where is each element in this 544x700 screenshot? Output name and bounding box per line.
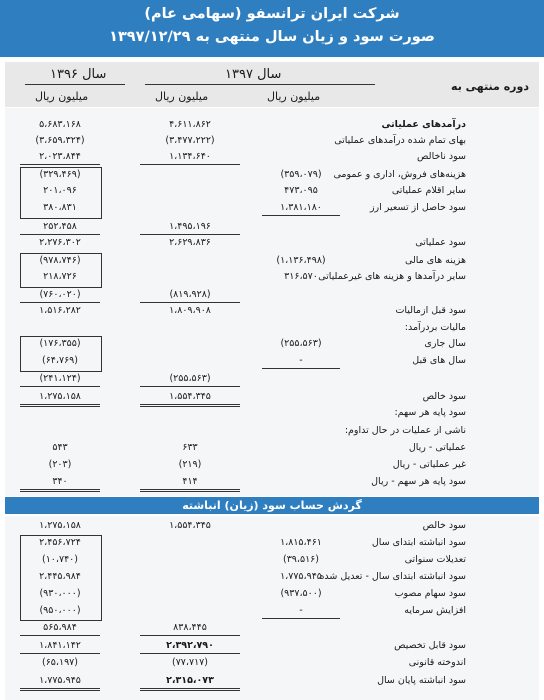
value-c1: (۲۰۳) — [48, 459, 72, 470]
row-description: ناشی از عملیات در حال تداوم: — [344, 425, 466, 436]
row-description: سود انباشته ابتدای سال - تعدیل شده — [319, 571, 466, 582]
income-row — [0, 372, 544, 386]
value-c2: ۱،۵۵۴،۳۴۵ — [140, 390, 240, 407]
value-c2: (۲۵۵،۵۶۳) — [140, 372, 240, 387]
row-description: سود پایه هر سهم - ریال — [371, 476, 466, 487]
value-c1: ۲۵۲،۴۵۸ — [20, 220, 100, 235]
value-c3: (۲۵۵،۵۶۳) — [280, 338, 322, 349]
row-description: مالیات بردرآمد: — [404, 322, 466, 333]
income-row — [0, 390, 544, 404]
row-description: سود پایه هر سهم: — [394, 407, 466, 418]
income-row — [0, 288, 544, 302]
value-c1: ۵۶۵،۹۸۴ — [20, 621, 100, 636]
unit-label-c2: میلیون ریال — [155, 90, 209, 103]
retained-row — [0, 639, 544, 653]
row-description: سود عملیاتی — [415, 237, 466, 248]
year-1396-label: سال ۱۳۹۶ — [50, 67, 107, 82]
value-c1: ۲،۰۲۳،۸۴۴ — [20, 150, 100, 165]
statement-title: صورت سود و زیان سال منتهی به ۱۳۹۷/۱۲/۲۹ — [109, 29, 435, 45]
group-box — [20, 253, 102, 288]
income-row — [0, 441, 544, 455]
company-name: شرکت ایران ترانسفو (سهامی عام) — [144, 6, 400, 22]
row-description: سود خالص — [422, 520, 466, 531]
value-c2: ۴،۶۱۱،۸۶۲ — [169, 119, 211, 130]
income-row — [0, 321, 544, 335]
income-row — [0, 134, 544, 148]
row-description: سود انباشته پایان سال — [377, 675, 466, 686]
row-description: سود خالص — [422, 391, 466, 402]
value-c1: ۲،۴۴۵،۹۸۴ — [39, 571, 81, 582]
column-header — [5, 62, 539, 107]
income-row — [0, 220, 544, 234]
value-c1: (۹۵۰،۰۰۰) — [39, 605, 81, 616]
value-c3: ۳۱۶،۵۷۰ — [284, 271, 318, 282]
value-c2: ۸۳۸،۴۴۵ — [140, 621, 240, 636]
retained-row — [0, 656, 544, 670]
value-c2: ۱،۵۵۴،۳۴۵ — [169, 520, 211, 531]
value-c2: ۱،۴۹۵،۱۹۶ — [140, 220, 240, 235]
value-c2: (۸۱۹،۹۲۸) — [140, 288, 240, 303]
retained-row — [0, 621, 544, 635]
value-c2: ۲،۶۲۹،۸۳۶ — [169, 237, 211, 248]
value-c2: ۴۱۴ — [140, 475, 240, 492]
value-c2: ۲،۳۹۲،۷۹۰ — [140, 639, 240, 654]
retained-row — [0, 519, 544, 533]
value-c3: ۱،۸۱۵،۴۶۱ — [280, 537, 322, 548]
year-1397-label: سال ۱۳۹۷ — [225, 67, 282, 82]
row-description: هزینه های مالی — [404, 255, 466, 266]
value-c2: ۱،۱۳۴،۶۴۰ — [140, 150, 240, 165]
value-c1: ۲۰۱،۰۹۶ — [43, 185, 77, 196]
value-c1: (۷۶۰،۰۲۰) — [20, 288, 100, 303]
value-c3: - — [262, 354, 340, 369]
value-c3: (۳۹،۵۱۶) — [283, 554, 319, 565]
value-c1: ۲۱۸،۷۲۶ — [43, 271, 77, 282]
value-c2: (۲۱۹) — [178, 459, 202, 470]
income-row — [0, 236, 544, 250]
value-c1: ۳۸۰،۸۳۱ — [43, 202, 77, 213]
value-c1: (۹۷۸،۷۴۶) — [39, 255, 81, 266]
row-description: سود قبل ازمالیات — [395, 305, 466, 316]
value-c2: ۶۳۳ — [182, 442, 198, 453]
income-row — [0, 150, 544, 164]
report-header — [0, 0, 544, 57]
unit-label-c3: میلیون ریال — [267, 90, 321, 103]
row-description: سود حاصل از تسعیر ارز — [369, 202, 466, 213]
row-description: سود ناخالص — [417, 151, 466, 162]
row-description: سال جاری — [424, 338, 466, 349]
value-c1: ۱،۲۷۵،۱۵۸ — [39, 520, 81, 531]
row-description: سایر اقلام عملیاتی — [391, 185, 466, 196]
value-c1: (۶۴،۷۶۹) — [42, 355, 78, 366]
value-c3: (۳۵۹،۰۷۹) — [280, 169, 322, 180]
income-row — [0, 118, 544, 132]
value-c1: ۱،۷۷۵،۹۴۵ — [20, 674, 100, 691]
year-1396-rule — [25, 84, 125, 85]
income-row — [0, 304, 544, 318]
value-c1: ۲،۲۷۶،۳۰۲ — [39, 237, 81, 248]
retained-earnings-title: گردش حساب سود (زیان) انباشته — [5, 497, 539, 514]
value-c1: ۵،۶۸۳،۱۶۸ — [39, 119, 81, 130]
income-row — [0, 475, 544, 489]
income-row — [0, 458, 544, 472]
period-label: دوره منتهی به — [451, 80, 529, 93]
value-c3: (۱،۱۳۶،۴۹۸) — [276, 255, 326, 266]
value-c3: ۱،۷۷۵،۹۴۵ — [280, 571, 322, 582]
row-description: سایر درآمدها و هزینه های غیرعملیاتی — [318, 271, 466, 282]
row-description: درآمدهای عملیاتی — [381, 119, 466, 130]
group-box — [20, 167, 102, 219]
row-description: تعدیلات سنواتی — [404, 554, 466, 565]
value-c1: ۳۴۰ — [20, 475, 100, 492]
value-c1: (۱۰،۷۴۰) — [42, 554, 78, 565]
value-c3: ۱،۳۸۱،۱۸۰ — [262, 201, 340, 216]
group-box — [20, 336, 102, 372]
value-c1: ۱،۵۱۶،۲۸۲ — [39, 305, 81, 316]
value-c3: (۹۳۷،۵۰۰) — [280, 588, 322, 599]
value-c1: ۱،۸۴۱،۱۴۲ — [20, 639, 100, 654]
value-c2: ۲،۳۱۵،۰۷۳ — [140, 674, 240, 691]
value-c2: (۳،۴۷۷،۲۲۲) — [165, 135, 215, 146]
income-row — [0, 406, 544, 420]
row-description: سال های قبل — [412, 355, 466, 366]
value-c1: (۹۳۰،۰۰۰) — [39, 588, 81, 599]
value-c2: (۷۷،۷۱۷) — [172, 657, 208, 668]
row-description: سود قابل تخصیص — [394, 640, 466, 651]
value-c3: ۴۷۳،۰۹۵ — [284, 185, 318, 196]
value-c2: ۱،۸۰۹،۹۰۸ — [169, 305, 211, 316]
row-description: سود سهام مصوب — [394, 588, 466, 599]
value-c3: - — [262, 604, 340, 619]
row-description: افزایش سرمایه — [404, 605, 466, 616]
value-c1: ۲،۴۵۶،۷۲۴ — [39, 537, 81, 548]
income-row — [0, 424, 544, 438]
value-c1: ۵۴۳ — [52, 442, 68, 453]
row-description: غیر عملیاتی - ریال — [392, 459, 466, 470]
value-c1: ۱،۲۷۵،۱۵۸ — [20, 390, 100, 407]
unit-label-c1: میلیون ریال — [35, 90, 89, 103]
value-c1: (۳۲۹،۴۶۹) — [39, 169, 81, 180]
group-box — [20, 535, 102, 621]
value-c1: (۲۴۱،۱۲۴) — [20, 372, 100, 387]
row-description: هزینه‌های فروش، اداری و عمومی — [333, 169, 466, 180]
row-description: اندوخته قانونی — [408, 657, 466, 668]
row-description: بهای تمام شده درآمدهای عملیاتی — [334, 135, 466, 146]
value-c1: (۶۵،۱۹۷) — [42, 657, 78, 668]
row-description: سود انباشته ابتدای سال — [371, 537, 466, 548]
value-c1: (۳،۶۵۹،۳۲۴) — [35, 135, 85, 146]
year-1397-rule — [145, 84, 375, 85]
row-description: عملیاتی - ریال — [408, 442, 466, 453]
value-c1: (۱۷۶،۳۵۵) — [39, 338, 81, 349]
retained-row — [0, 674, 544, 688]
